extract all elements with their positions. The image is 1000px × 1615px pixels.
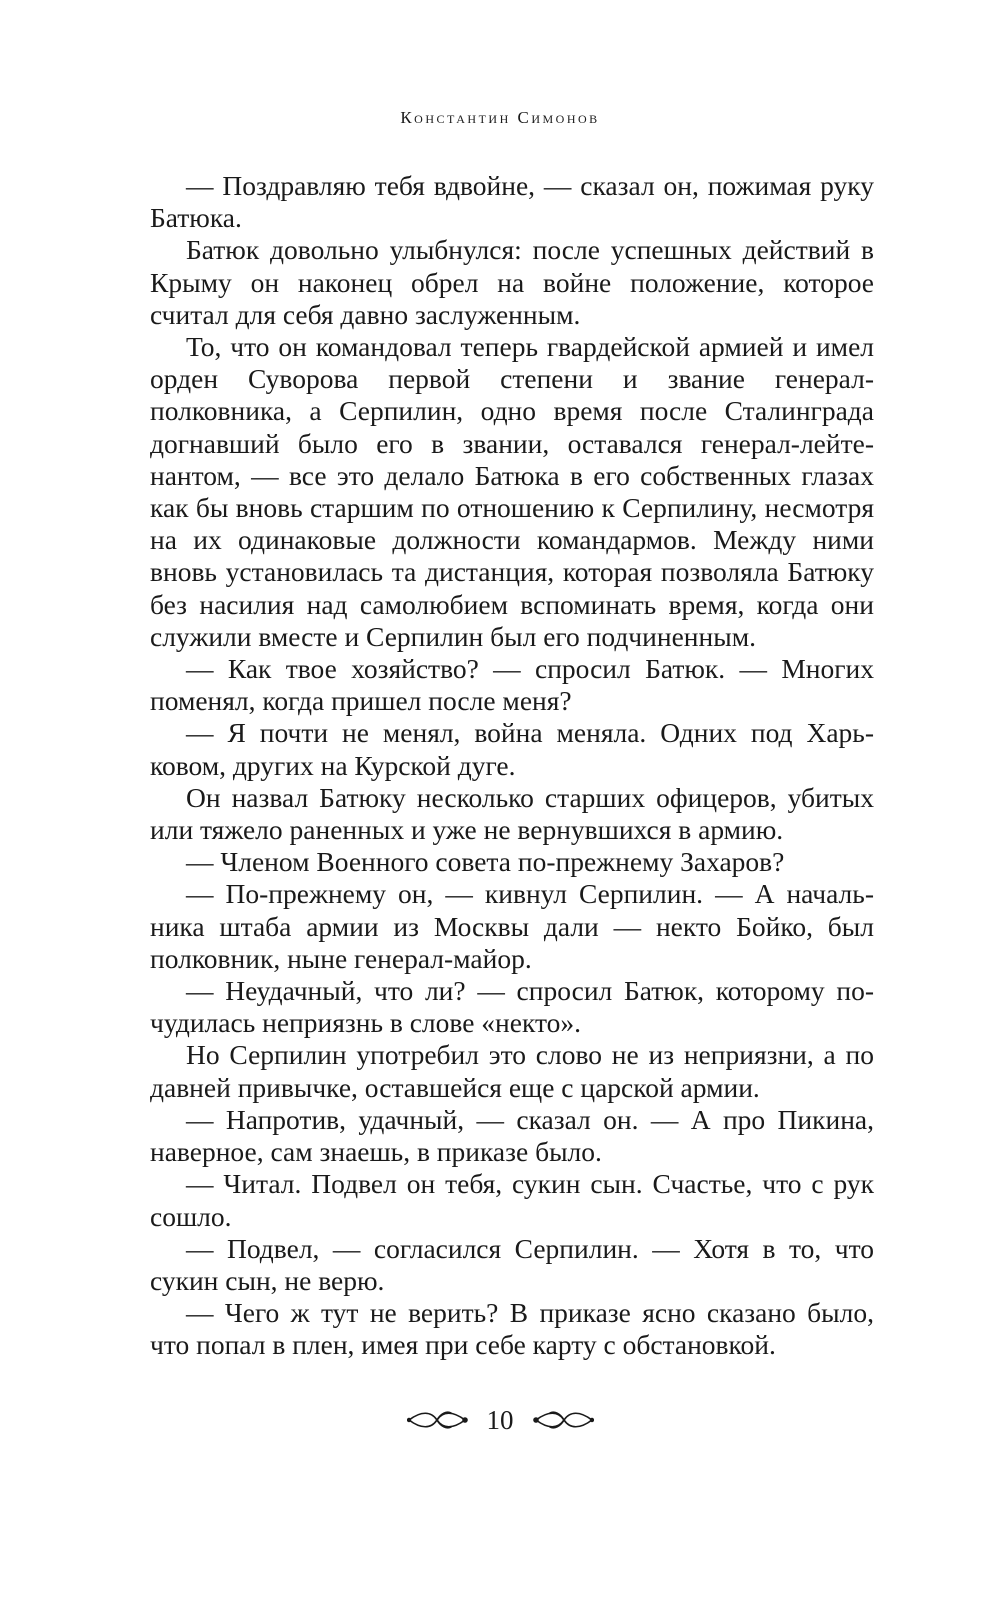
paragraph: — По-прежнему он, — кивнул Серпилин. — А начальника штаба армии из Москвы дали — некто Бойко, был полковник, ныне генерал-майор.: [150, 878, 874, 974]
paragraph: — Чего ж тут не верить? В приказе ясно сказано было, что попал в плен, имея при себе карту с обстановкой.: [150, 1297, 874, 1361]
paragraph: Батюк довольно улыбнулся: после успешных действий в Крыму он наконец обрел на войне положение, которое считал для себя давно заслуженным.: [150, 234, 874, 330]
paragraph: Но Серпилин употребил это слово не из неприязни, а по давней привычке, оставшейся еще с царской армии.: [150, 1039, 874, 1103]
paragraph: То, что он командовал теперь гвардейской армией и имел орден Суворова первой степени и звание генерал-полковника, а Серпилин, одно время после Сталинграда догнавший было его в звании, оставался генерал-лейтенантом, — все это делало Батюка в его собственных глазах как бы вновь старшим по отношению к Серпилину, несмотря на их одинаковые должности командармов. Между ними вновь установилась та дистанция, которая позволяла Батюку без насилия над самолюбием вспоминать время, когда они служили вместе и Серпилин был его подчиненным.: [150, 331, 874, 652]
folio: [0, 1405, 1000, 1435]
floral-ornament-right-icon: [532, 1405, 594, 1435]
page-number: 10: [486, 1405, 514, 1435]
paragraph: — Читал. Подвел он тебя, сукин сын. Счастье, что с рук сошло.: [150, 1168, 874, 1232]
paragraph: — Напротив, удачный, — сказал он. — А про Пикина, наверное, сам знаешь, в приказе было.: [150, 1103, 874, 1168]
paragraph: — Как твое хозяйство? — спросил Батюк. — Многих поменял, когда пришел после меня?: [150, 653, 874, 717]
paragraph: — Поздравляю тебя вдвойне, — сказал он, пожимая руку Батюка.: [150, 170, 874, 234]
paragraph: Он назвал Батюку несколько старших офицеров, убитых или тяжело раненных и уже не вернувшихся в армию.: [150, 781, 874, 846]
paragraph: — Я почти не менял, война меняла. Одних под Харьковом, других на Курской дуге.: [150, 717, 874, 781]
running-head-author: Константин Симонов: [400, 108, 600, 127]
paragraph: — Неудачный, что ли? — спросил Батюк, которому почудилась неприязнь в слове «некто».: [150, 975, 874, 1039]
paragraph: — Членом Военного совета по-прежнему Захаров?: [186, 846, 785, 878]
body-text: [150, 170, 874, 1362]
floral-ornament-left-icon: [407, 1405, 469, 1435]
paragraph: — Подвел, — согласился Серпилин. — Хотя в то, что сукин сын, не верю.: [150, 1232, 874, 1296]
